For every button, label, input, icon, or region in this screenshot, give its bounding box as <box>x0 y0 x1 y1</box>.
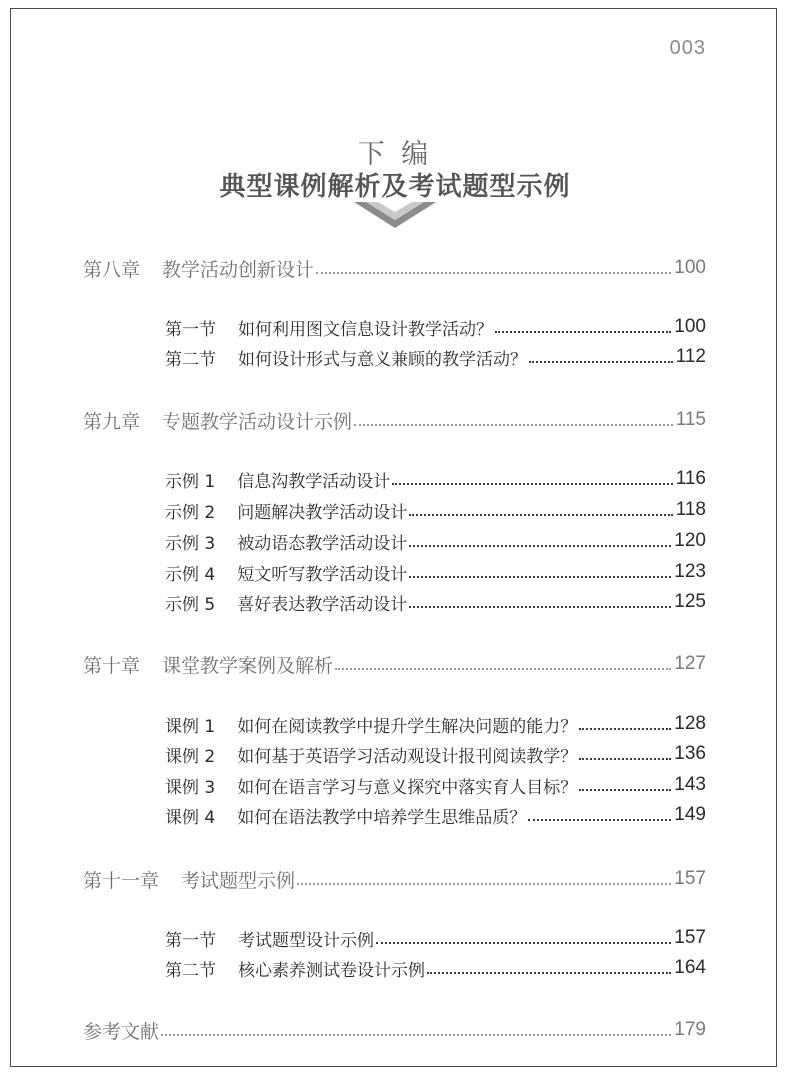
toc-chapter-row <box>83 408 706 432</box>
dot-leader <box>427 972 671 974</box>
section-page: 128 <box>674 713 706 734</box>
dot-leader <box>316 272 671 274</box>
section-label: 课例 2 <box>165 746 216 767</box>
dot-leader <box>335 668 671 670</box>
section-label: 第一节 <box>165 319 216 340</box>
dot-leader <box>528 819 671 821</box>
dot-leader <box>409 545 671 547</box>
section-label: 示例 4 <box>165 564 216 585</box>
dot-leader <box>392 483 672 485</box>
section-page: 120 <box>674 530 706 551</box>
section-label: 第二节 <box>165 349 216 370</box>
section-title: 问题解决教学活动设计 <box>237 502 408 523</box>
section-page: 112 <box>675 346 706 367</box>
section-page: 100 <box>674 316 706 337</box>
toc-chapter-row <box>83 256 706 280</box>
section-page: 164 <box>674 957 706 978</box>
dot-leader <box>579 789 671 791</box>
section-label: 第一节 <box>165 930 216 951</box>
section-page: 136 <box>674 743 706 764</box>
dot-leader <box>579 758 671 760</box>
toc-chapter-row <box>83 652 706 676</box>
dot-leader <box>495 331 671 333</box>
dot-leader <box>529 361 673 363</box>
section-page: 149 <box>674 804 706 825</box>
chapter-label: 第九章 <box>83 410 141 433</box>
section-page: 125 <box>674 591 706 612</box>
section-label: 课例 1 <box>165 716 216 737</box>
toc-section-row <box>165 498 706 522</box>
chapter-title: 专题教学活动设计示例 <box>162 410 353 433</box>
toc-section-row <box>165 773 706 797</box>
dot-leader <box>297 883 671 885</box>
section-page: 118 <box>675 499 706 520</box>
toc-section-row <box>165 467 706 491</box>
section-title: 被动语态教学活动设计 <box>237 533 408 554</box>
section-title: 如何利用图文信息设计教学活动？ <box>238 319 493 340</box>
section-title: 短文听写教学活动设计 <box>237 564 408 585</box>
section-title: 如何基于英语学习活动观设计报刊阅读教学？ <box>237 746 578 767</box>
dot-leader <box>409 576 671 578</box>
toc-section-row <box>165 712 706 736</box>
references-page: 179 <box>674 1019 706 1040</box>
chapter-page: 157 <box>674 868 706 889</box>
toc-section-row <box>165 926 706 950</box>
chapter-title: 教学活动创新设计 <box>162 258 315 281</box>
section-title: 信息沟教学活动设计 <box>237 471 391 492</box>
section-title: 如何在语言学习与意义探究中落实育人目标？ <box>237 777 578 798</box>
toc-references-row <box>83 1018 706 1042</box>
toc-section-row <box>165 345 706 369</box>
dot-leader <box>409 514 672 516</box>
section-title: 如何设计形式与意义兼顾的教学活动？ <box>238 349 527 370</box>
section-title: 如何在阅读教学中提升学生解决问题的能力？ <box>237 716 578 737</box>
toc-section-row <box>165 315 706 339</box>
section-title: 核心素养测试卷设计示例 <box>238 960 425 981</box>
dot-leader <box>354 424 673 426</box>
section-title: 喜好表达教学活动设计 <box>237 594 408 615</box>
section-page: 116 <box>675 468 706 489</box>
section-label: 示例 1 <box>165 471 216 492</box>
chapter-label: 第十一章 <box>83 869 160 892</box>
toc-section-row <box>165 742 706 766</box>
section-label: 课例 3 <box>165 777 216 798</box>
section-label: 示例 5 <box>165 594 216 615</box>
page-number: 003 <box>669 37 706 59</box>
section-label: 示例 3 <box>165 533 216 554</box>
chapter-page: 127 <box>674 653 706 674</box>
section-title: 考试题型设计示例 <box>238 930 374 951</box>
section-page: 143 <box>674 774 706 795</box>
section-label: 课例 4 <box>165 807 216 828</box>
part-title: 下 编 <box>357 139 433 170</box>
chapter-label: 第八章 <box>83 258 141 281</box>
chapter-title: 课堂教学案例及解析 <box>162 654 334 677</box>
chapter-title: 考试题型示例 <box>181 869 296 892</box>
references-title: 参考文献 <box>83 1020 160 1043</box>
chapter-label: 第十章 <box>83 654 141 677</box>
dot-leader <box>161 1034 671 1036</box>
dot-leader <box>409 606 671 608</box>
part-subtitle: 典型课例解析及考试题型示例 <box>219 172 571 202</box>
toc-section-row <box>165 590 706 614</box>
section-page: 123 <box>674 561 706 582</box>
toc-section-row <box>165 560 706 584</box>
toc-section-row <box>165 529 706 553</box>
toc-chapter-row <box>83 867 706 891</box>
section-label: 示例 2 <box>165 502 216 523</box>
chapter-page: 115 <box>675 409 706 430</box>
chapter-page: 100 <box>674 257 706 278</box>
chevron-down-icon <box>350 198 440 230</box>
toc-section-row <box>165 956 706 980</box>
dot-leader <box>376 942 671 944</box>
dot-leader <box>579 728 671 730</box>
section-title: 如何在语法教学中培养学生思维品质？ <box>237 807 527 828</box>
section-page: 157 <box>674 927 706 948</box>
section-label: 第二节 <box>165 960 216 981</box>
toc-section-row <box>165 803 706 827</box>
